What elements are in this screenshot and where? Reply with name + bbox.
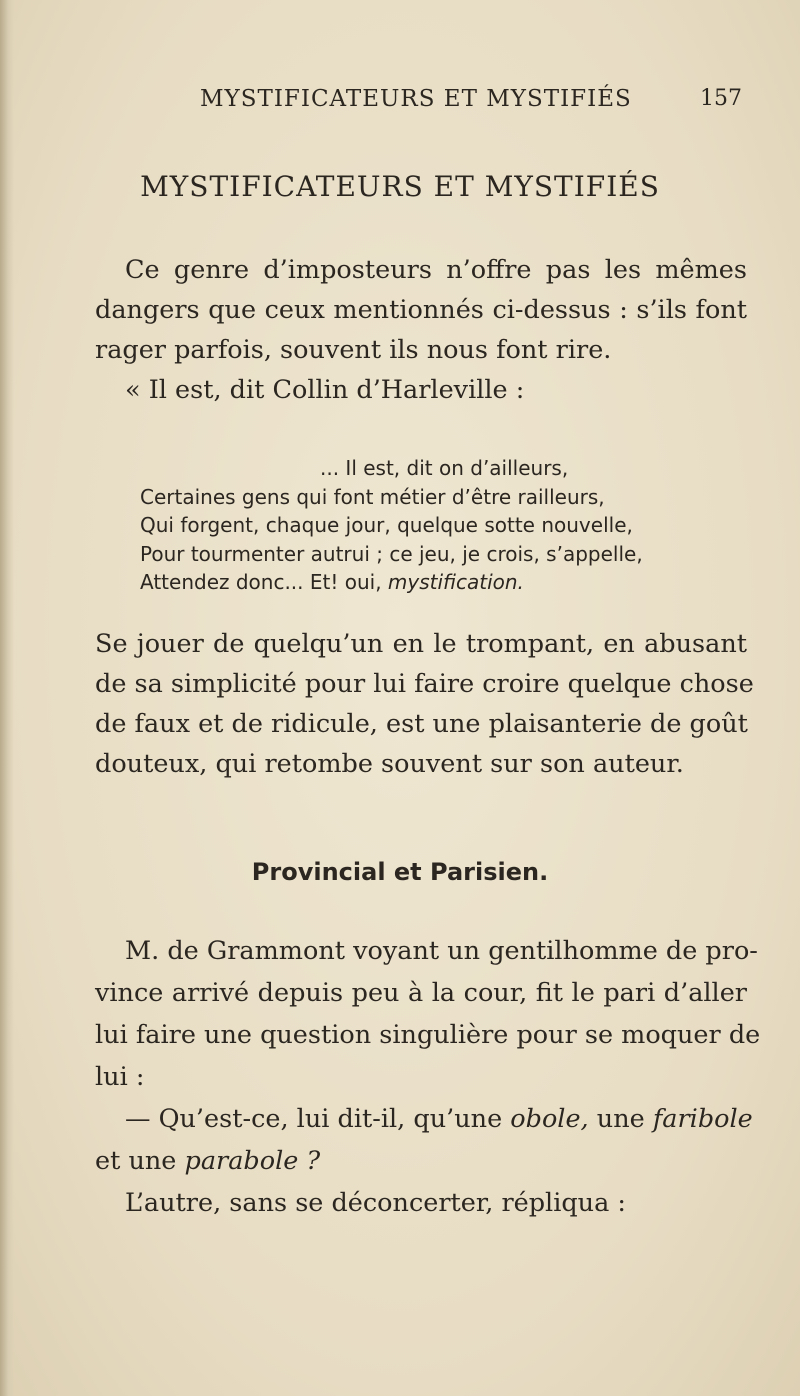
text-line: Ce genre d’imposteurs n’offre pas les mêmes: [125, 255, 747, 285]
verse-line: Qui forgent, chaque jour, quelque sotte nouvelle,: [140, 513, 633, 537]
dialogue-text: une: [596, 1104, 645, 1134]
anecdote-heading: Provincial et Parisien.: [251, 858, 549, 886]
paragraph-commentary: [95, 624, 754, 784]
text-line: lui :: [95, 1062, 145, 1092]
paragraph-intro: [95, 250, 747, 410]
page-edge-shadow: [0, 0, 14, 1396]
running-title: MYSTIFICATEURS ET MYSTIFIÉS: [200, 86, 632, 112]
verse-text: Attendez donc... Et! oui,: [140, 570, 382, 594]
text-line: M. de Grammont voyant un gentilhomme de pro-: [125, 936, 758, 966]
text-line: de faux et de ridicule, est une plaisanterie de goût: [95, 709, 748, 739]
text-line: vince arrivé depuis peu à la cour, fit le pari d’aller: [95, 978, 747, 1008]
text-line: de sa simplicité pour lui faire croire quelque chose: [95, 669, 754, 699]
dialogue-text: — Qu’est-ce, lui dit-il, qu’une: [125, 1104, 503, 1134]
dialogue-line: [95, 1140, 747, 1182]
paragraph-anecdote: [95, 930, 761, 1224]
text-line: L’autre, sans se déconcerter, répliqua :: [125, 1188, 627, 1218]
verse-line: Certaines gens qui font métier d’être railleurs,: [140, 484, 605, 509]
text-line: Se jouer de quelqu’un en le trompant, en abusant: [95, 629, 747, 659]
italic-word-parabole: parabole ?: [184, 1146, 321, 1176]
verse-line: [140, 568, 700, 597]
dialogue-line: [95, 1098, 753, 1140]
text-line: rager parfois, souvent ils nous font rire.: [95, 335, 612, 365]
verse-line: Pour tourmenter autrui ; ce jeu, je crois, s’appelle,: [140, 541, 643, 566]
verse-quotation: [140, 454, 700, 597]
italic-word-faribole: faribole: [652, 1104, 753, 1134]
text-line: dangers que ceux mentionnés ci-dessus : s’ils font: [95, 295, 747, 325]
page-number: 157: [700, 86, 742, 111]
verse-italic-word: mystification.: [387, 570, 524, 594]
section-title: MYSTIFICATEURS ET MYSTIFIÉS: [140, 170, 660, 203]
dialogue-text: et une: [95, 1146, 177, 1176]
text-line: lui faire une question singulière pour se moquer de: [95, 1020, 761, 1050]
text-line: « Il est, dit Collin d’Harleville :: [125, 375, 525, 405]
text-line: douteux, qui retombe souvent sur son auteur.: [95, 749, 684, 779]
page-header: [0, 86, 800, 116]
verse-line: ... Il est, dit on d’ailleurs,: [320, 456, 569, 480]
italic-word-obole: obole,: [510, 1104, 589, 1134]
